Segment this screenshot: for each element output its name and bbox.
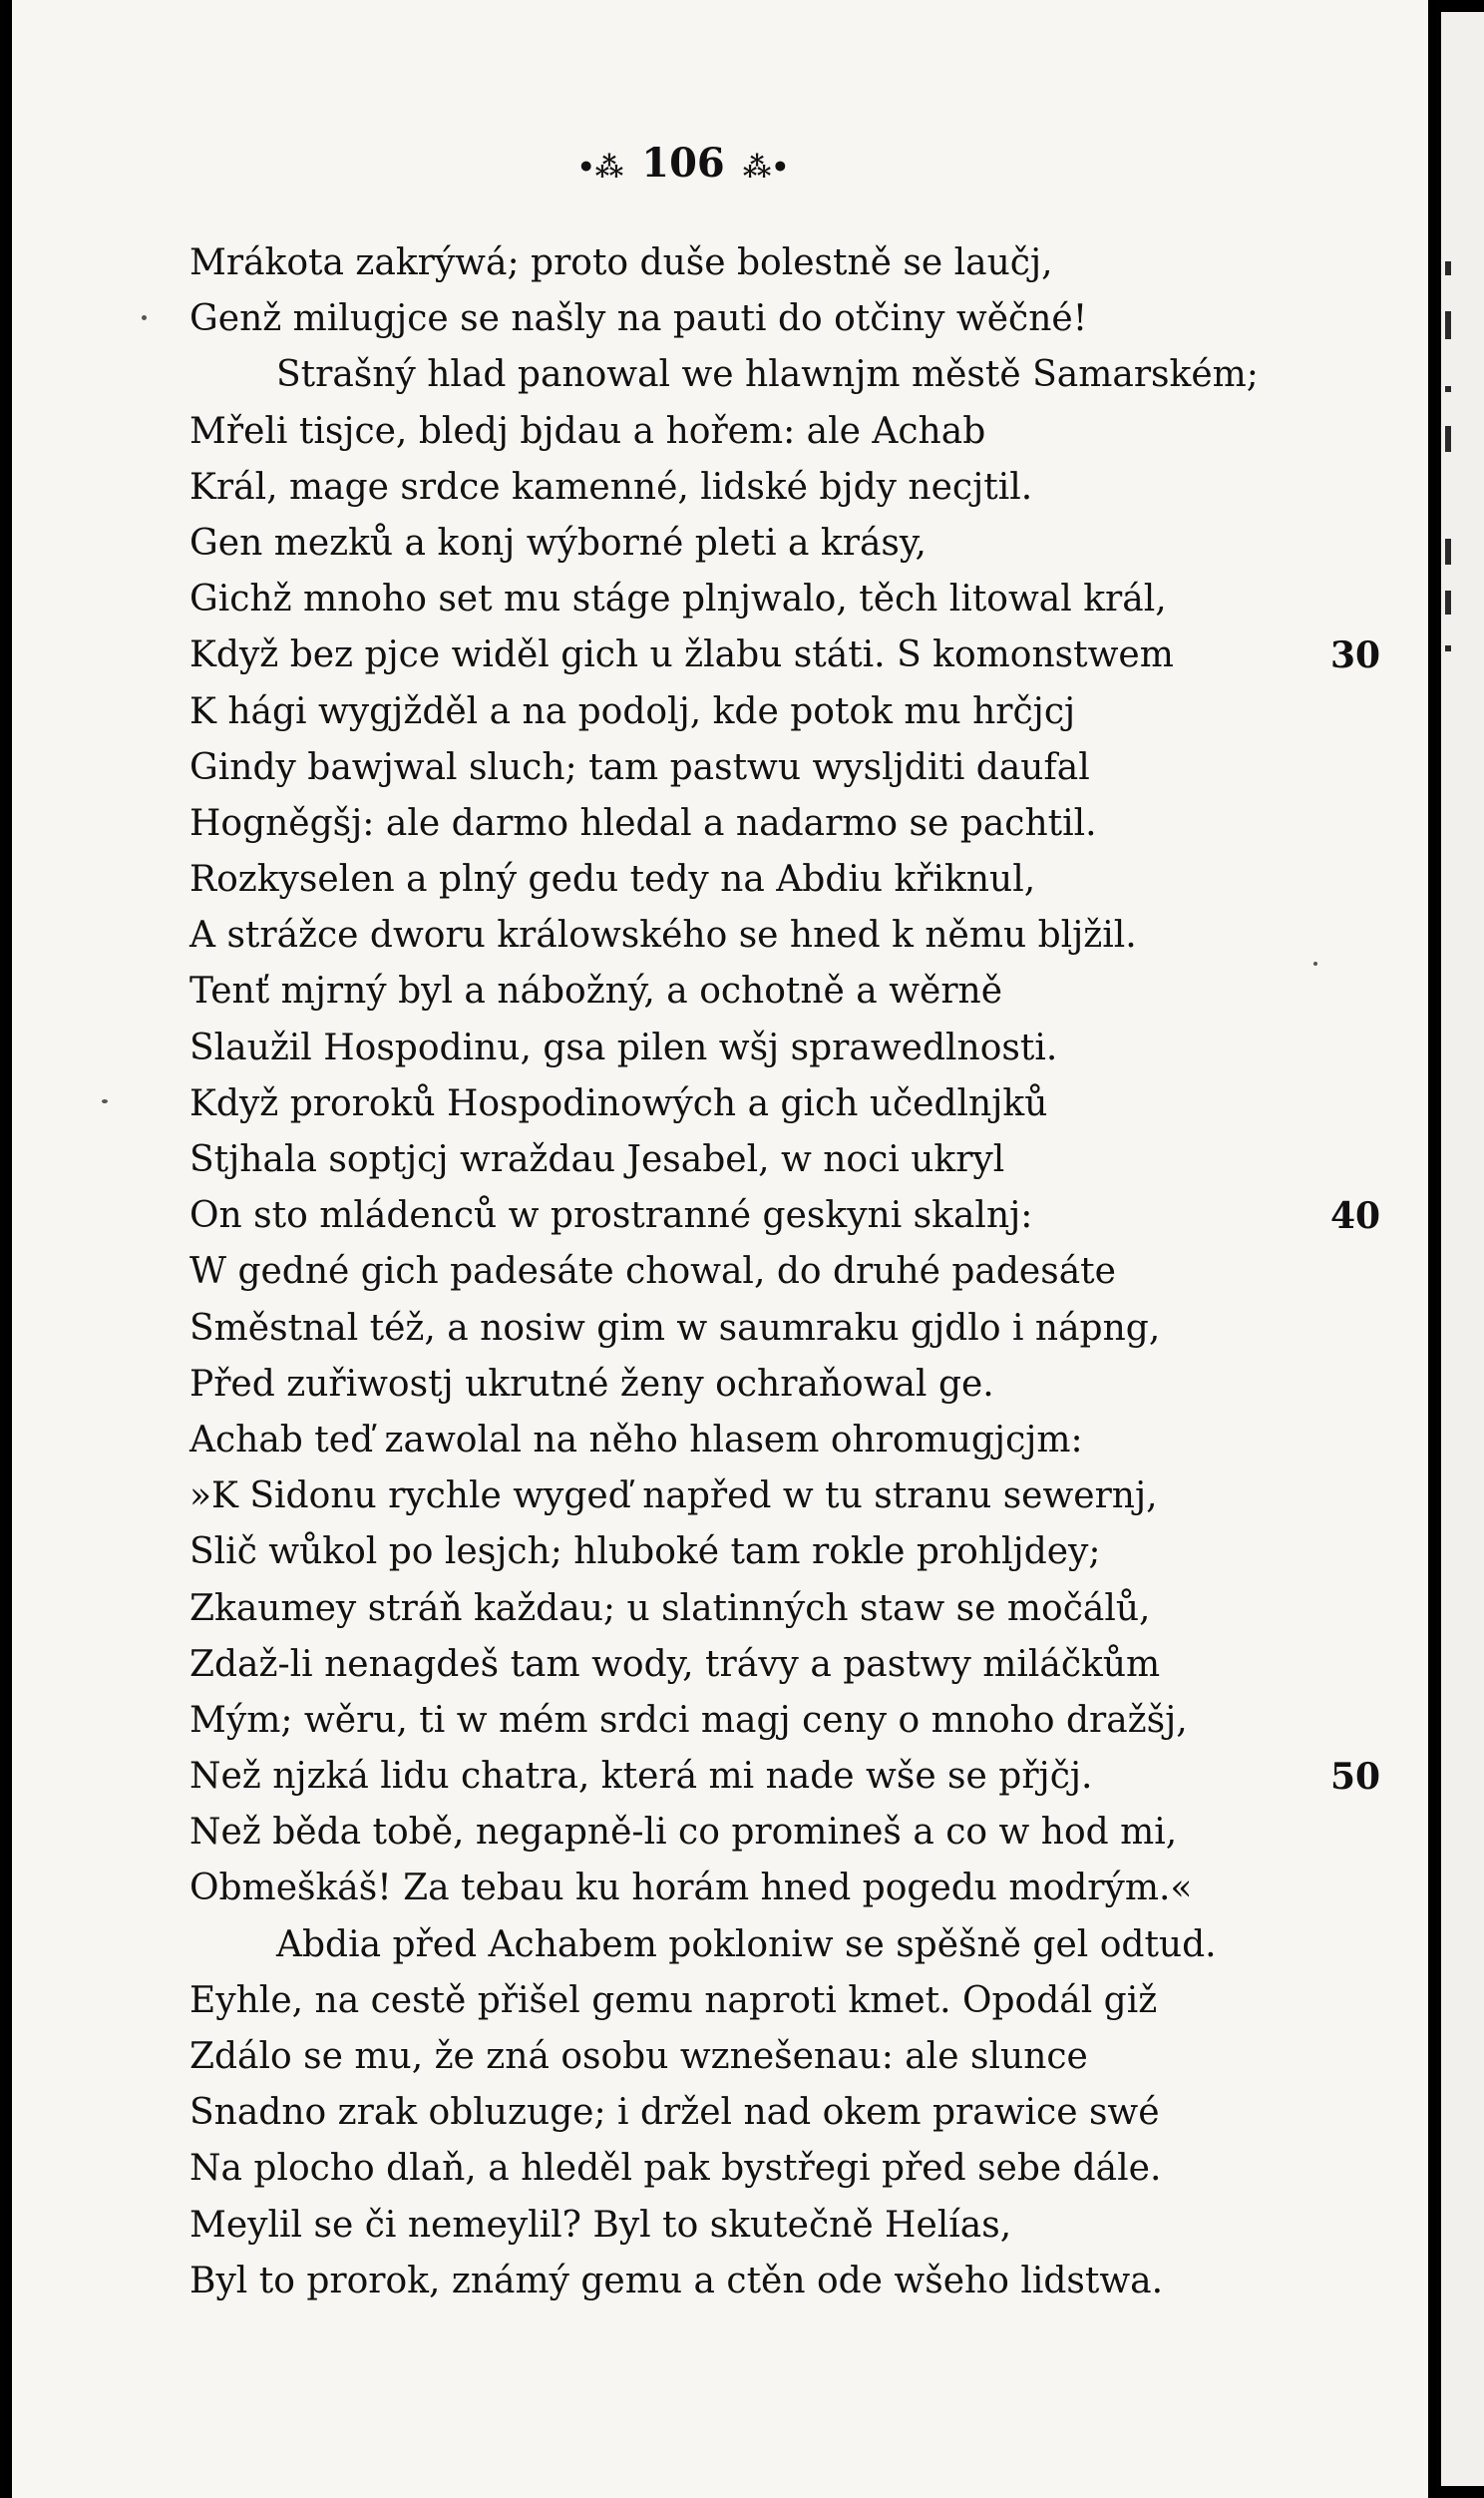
line-text: Stjhala soptjcj wraždau Jesabel, w noci ukryl bbox=[189, 1139, 1005, 1180]
text-line bbox=[12, 2029, 1388, 2085]
line-text: Snadno zrak obluzuge; i držel nad okem prawice swé bbox=[189, 2092, 1160, 2134]
text-line bbox=[12, 740, 1388, 796]
line-text: Zdaž-li nenagdeš tam wody, trávy a pastwy miláčkům bbox=[189, 1643, 1161, 1685]
line-number: 40 bbox=[1330, 1195, 1381, 1238]
line-text: Gen mezků a konj wýborné pleti a krásy, bbox=[189, 522, 927, 564]
line-text: Eyhle, na cestě přišel gemu naproti kmet. Opodál giž bbox=[189, 1979, 1158, 2021]
line-text: Než běda tobě, negapně-li co promineš a co w hod mi, bbox=[189, 1812, 1178, 1854]
text-line bbox=[12, 347, 1388, 403]
line-text: Mrákota zakrýwá; proto duše bolestně se laučj, bbox=[189, 242, 1053, 283]
book-page bbox=[12, 0, 1428, 2498]
text-line bbox=[12, 235, 1388, 291]
line-text: Když bez pjce widěl gich u žlabu státi. S komonstwem bbox=[189, 634, 1174, 676]
text-line bbox=[12, 1693, 1388, 1749]
line-text: K hági wygjžděl a na podolj, kde potok mu hrčjcj bbox=[189, 690, 1076, 732]
line-text: Král, mage srdce kamenné, lidské bjdy necjtil. bbox=[189, 466, 1033, 508]
text-line bbox=[12, 1188, 1388, 1244]
adjacent-page-mark bbox=[1445, 591, 1451, 615]
text-line bbox=[12, 1132, 1388, 1188]
adjacent-page-edge bbox=[1441, 12, 1484, 2486]
poem-text bbox=[12, 235, 1388, 2309]
adjacent-page-mark bbox=[1445, 311, 1451, 339]
line-text: Rozkyselen a plný gedu tedy na Abdiu křiknul, bbox=[189, 859, 1036, 901]
adjacent-page-mark bbox=[1445, 261, 1451, 275]
text-line bbox=[12, 2085, 1388, 2141]
line-text: Zkaumey stráň každau; u slatinných staw se močálů, bbox=[189, 1587, 1151, 1629]
text-line bbox=[12, 516, 1388, 572]
line-number: 50 bbox=[1330, 1756, 1381, 1799]
text-line bbox=[12, 1244, 1388, 1300]
line-text: Meylil se či nemeylil? Byl to skutečně Helías, bbox=[189, 2204, 1012, 2246]
header-ornament-right: ⁂• bbox=[742, 150, 790, 184]
text-line bbox=[12, 1749, 1388, 1805]
line-text: Achab teď zawolal na něho hlasem ohromugjcjm: bbox=[189, 1419, 1083, 1460]
text-line bbox=[12, 1524, 1388, 1580]
line-text: On sto mládenců w prostranné geskyni skalnj: bbox=[189, 1195, 1033, 1237]
text-line bbox=[12, 1861, 1388, 1916]
print-speck bbox=[142, 315, 147, 320]
print-speck bbox=[1313, 962, 1317, 966]
page-header bbox=[12, 140, 1354, 187]
text-line bbox=[12, 796, 1388, 852]
text-line bbox=[12, 1413, 1388, 1468]
line-number: 30 bbox=[1330, 634, 1381, 677]
line-text: Strašný hlad panowal we hlawnjm městě Samarském; bbox=[276, 354, 1259, 396]
text-line bbox=[12, 2141, 1388, 2197]
text-line bbox=[12, 572, 1388, 627]
line-text: W gedné gich padesáte chowal, do druhé padesáte bbox=[189, 1251, 1116, 1293]
adjacent-page-mark bbox=[1445, 386, 1451, 392]
text-line bbox=[12, 627, 1388, 683]
line-text: Před zuřiwostj ukrutné ženy ochraňowal ge. bbox=[189, 1363, 994, 1405]
text-line bbox=[12, 1581, 1388, 1637]
text-line bbox=[12, 1021, 1388, 1076]
line-text: Když proroků Hospodinowých a gich učedlnjků bbox=[189, 1082, 1048, 1124]
adjacent-page-mark bbox=[1445, 645, 1451, 651]
line-text: »K Sidonu rychle wygeď napřed w tu stranu sewernj, bbox=[189, 1475, 1158, 1517]
line-text: Na plocho dlaň, a hleděl pak bystřegi před sebe dále. bbox=[189, 2148, 1162, 2190]
text-line bbox=[12, 1076, 1388, 1132]
text-line bbox=[12, 1637, 1388, 1693]
page-number: 106 bbox=[641, 140, 725, 187]
line-text: Obmeškáš! Za tebau ku horám hned pogedu modrým.« bbox=[189, 1868, 1193, 1909]
text-line bbox=[12, 1973, 1388, 2029]
line-text: Mým; wěru, ti w mém srdci magj ceny o mnoho dražšj, bbox=[189, 1699, 1188, 1741]
text-line bbox=[12, 1357, 1388, 1413]
line-text: Slaužil Hospodinu, gsa pilen wšj sprawedlnosti. bbox=[189, 1027, 1058, 1068]
line-text: Gindy bawjwal sluch; tam pastwu wysljditi daufal bbox=[189, 746, 1090, 788]
line-text: Abdia před Achabem pokloniw se spěšně gel odtud. bbox=[276, 1923, 1217, 1965]
line-text: Zdálo se mu, že zná osobu wznešenau: ale slunce bbox=[189, 2036, 1088, 2077]
text-line bbox=[12, 1301, 1388, 1357]
line-text: Než njzká lidu chatra, která mi nade wše se přjčj. bbox=[189, 1756, 1093, 1798]
text-line bbox=[12, 852, 1388, 908]
line-text: Tenť mjrný byl a nábožný, a ochotně a wěrně bbox=[189, 971, 1003, 1013]
line-text: Byl to prorok, známý gemu a ctěn ode wšeho lidstwa. bbox=[189, 2260, 1164, 2301]
text-line bbox=[12, 1468, 1388, 1524]
line-text: Hogněgšj: ale darmo hledal a nadarmo se pachtil. bbox=[189, 802, 1097, 844]
text-line bbox=[12, 291, 1388, 347]
line-text: Gichž mnoho set mu stáge plnjwalo, těch litowal král, bbox=[189, 579, 1167, 621]
text-line bbox=[12, 1917, 1388, 1973]
text-line bbox=[12, 460, 1388, 516]
text-line bbox=[12, 2254, 1388, 2309]
print-speck bbox=[102, 1099, 108, 1103]
adjacent-page-mark bbox=[1445, 426, 1451, 452]
adjacent-page-mark bbox=[1445, 539, 1451, 565]
text-line bbox=[12, 1805, 1388, 1861]
text-line bbox=[12, 684, 1388, 740]
line-text: A strážce dworu králowského se hned k němu bljžil. bbox=[189, 915, 1137, 957]
text-line bbox=[12, 964, 1388, 1020]
text-line bbox=[12, 2198, 1388, 2254]
text-line bbox=[12, 908, 1388, 964]
line-text: Genž milugjce se našly na pauti do otčiny wěčné! bbox=[189, 298, 1088, 340]
text-line bbox=[12, 404, 1388, 460]
line-text: Směstnal též, a nosiw gim w saumraku gjdlo i nápng, bbox=[189, 1307, 1161, 1349]
header-ornament-left: •⁂ bbox=[576, 150, 624, 184]
line-text: Mřeli tisjce, bledj bjdau a hořem: ale Achab bbox=[189, 410, 986, 452]
line-text: Slič wůkol po lesjch; hluboké tam rokle prohljdey; bbox=[189, 1531, 1101, 1573]
